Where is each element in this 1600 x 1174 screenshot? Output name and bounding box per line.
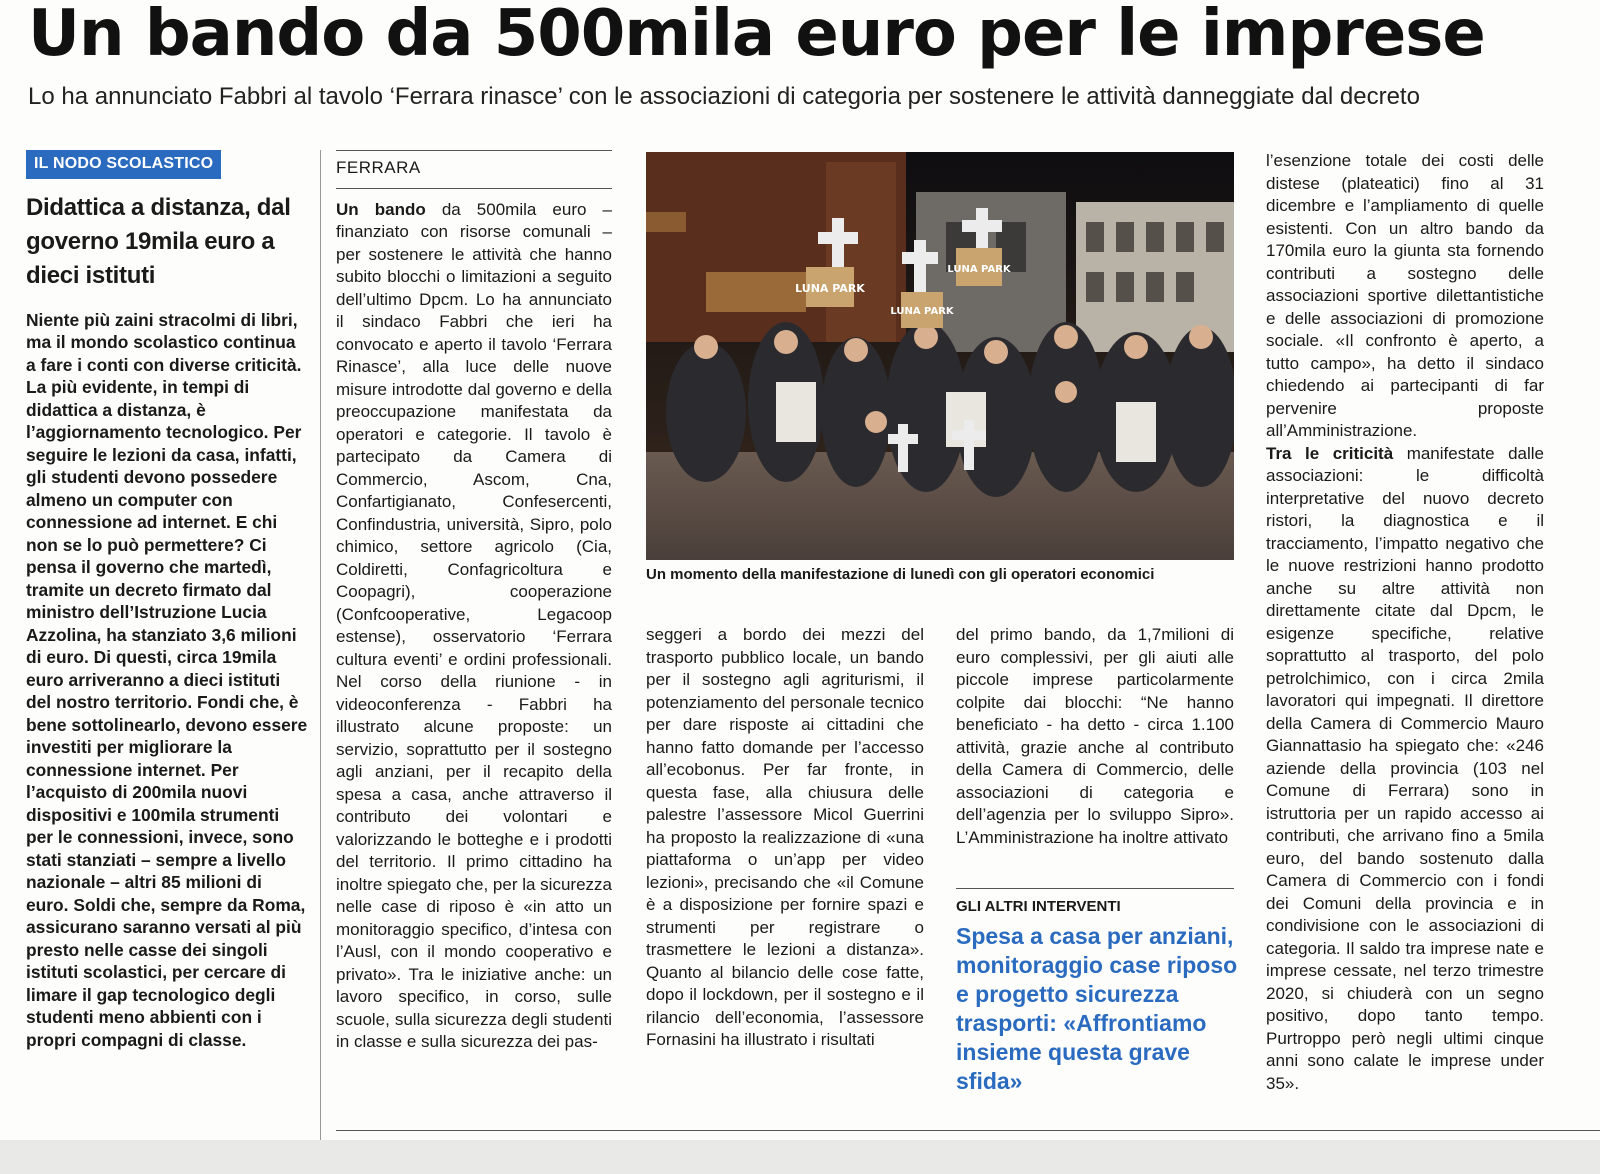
article-text-1: [336, 199, 612, 1054]
article-column-1: [336, 150, 612, 1054]
article-col5b-text: manifestate dalle associazioni: le difficoltà interpretative del nuovo decreto ristori, la diagnostica e il tracciamento, l’impatto negativo che le nuove restrizioni hanno prodotto anche su altre attività non direttamente citate dal Dpcm, le esigenze specifiche, relative soprattutto al trasporto, del polo petrolchimico, con i circa 2mila lavoratori qui impegnati. Il direttore della Camera di Commercio Mauro Giannattasio ha spiegato che: «246 aziende della provincia (103 nel Comune di Ferrara) sono in istruttoria per un rapido accesso ai contributi, che arrivano fino a 5mila euro, del bando sostenuto dalla Camera di Commercio con i fondi dei Comuni della provincia e in condivisione con le associazioni di categoria. Il saldo tra imprese nate e imprese cessate, nel terzo trimestre 2020, si chiuderà con un segno positivo, dopo tanto tempo. Purtroppo però negli ultimi cinque anni sono calate le imprese under 35».: [1266, 443, 1544, 1093]
page-edge: [0, 1140, 1600, 1174]
sidebar-kicker: IL NODO SCOLASTICO: [26, 150, 221, 179]
article-col5a-text: l’esenzione totale dei costi delle distese (plateatici) fino al 31 dicembre e l’ampliamento di quelle esistenti. Con un altro bando da 170mila euro la giunta sta fornendo contributi a sostegno delle associazioni sportive dilettantistiche e delle associazioni di promozione sociale. «Il confronto è aperto, a tutto campo», ha detto il sindaco chiedendo ai partecipanti di far pervenire proposte all’Amministrazione.: [1266, 151, 1544, 440]
article-lead: Un bando: [336, 199, 426, 219]
dateline-underline: [336, 188, 612, 189]
article-col5-text: [1266, 150, 1544, 1095]
subtitle: Lo ha annunciato Fabbri al tavolo ‘Ferrara rinasce’ con le associazioni di categoria per sostenere le attività danneggiate dal decreto: [28, 83, 1420, 110]
headline: Un bando da 500mila euro per le imprese: [28, 0, 1485, 71]
bottom-rule: [336, 1130, 1600, 1131]
column-divider: [320, 150, 321, 1140]
event-photo: [646, 152, 1234, 560]
article-col3-text: seggeri a bordo dei mezzi del trasporto pubblico locale, un bando per il sostegno agli agriturismi, il potenziamento del personale tecnico per dare risposte ai cittadini che hanno fatto domande per l’accesso all’ecobonus. Per far fronte, in questa fase, alla chiusura delle palestre l’assessore Micol Guerrini ha proposto la realizzazione di «una piattaforma o un’app per video lezioni», precisando che «il Comune è a disposizione per fornire spazi e strumenti per registrare o trasmettere le lezioni a distanza». Quanto al bilancio delle cose fatte, dopo il lockdown, per il sostegno e il rilancio dell’economia, l’assessore Fornasini ha illustrato i risultati: [646, 625, 924, 1049]
box-title: Spesa a casa per anziani, monitoraggio case riposo e progetto sicurezza trasporti: «Affrontiamo insieme questa grave sfida»: [956, 923, 1238, 1094]
box-kicker: GLI ALTRI INTERVENTI: [956, 898, 1121, 915]
article-column-2: [646, 624, 924, 1052]
sign-3: LUNA PARK: [947, 264, 1011, 275]
article-lead-2: Tra le criticità: [1266, 443, 1394, 463]
photo-caption: Un momento della manifestazione di lunedì con gli operatori economici: [646, 566, 1155, 583]
dateline: FERRARA: [336, 158, 421, 177]
dateline-rule: [336, 150, 612, 151]
article-col2-text: da 500mila euro – finanziato con risorse comunali – per sostenere le attività che hanno subito blocchi o limitazioni a seguito dell’ultimo Dpcm. Lo ha annunciato il sindaco Fabbri che ieri ha convocato e aperto il tavolo ‘Ferrara Rinasce’, alla luce delle nuove misure introdotte dal governo e della preoccupazione manifestata da operatori e categorie. Il tavolo è partecipato da Camera di Commercio, Ascom, Cna, Confartigianato, Confesercenti, Confindustria, università, Sipro, polo chimico, settore agricolo (Cia, Coldiretti, Confagricoltura e Coopagri), cooperazione (Confcooperative, Legacoop estense), osservatorio ‘Ferrara cultura eventi’ e ordini professionali. Nel corso della riunione - in videoconferenza - Fabbri ha illustrato alcune proposte: un servizio, soprattutto per il sostegno agli anziani, per il recapito della spesa a casa, anche attraverso il contributo dei volontari e valorizzando le botteghe e i prodotti del territorio. Il primo cittadino ha inoltre spiegato che, per la sicurezza nelle case di riposo è «in atto un monitoraggio specifico, d’intesa con l’Ausl, con il mondo cooperativo e privato». Tra le iniziative anche: un lavoro specifico, in corso, sulle scuole, sulla sicurezza degli studenti in classe e sulla sicurezza dei pas-: [336, 199, 612, 1051]
sidebar-body: [26, 309, 308, 1052]
sidebar-lead: Niente: [26, 309, 80, 330]
sidebar-title: Didattica a distanza, dal governo 19mila euro a dieci istituti: [26, 193, 291, 289]
sidebar-text: più zaini stracolmi di libri, ma il mondo scolastico continua a fare i conti con diverse criticità. La più evidente, in tempi di didattica a distanza, è l’aggiornamento tecnologico. Per seguire le lezioni da casa, infatti, gli studenti devono possedere almeno un computer con connessione ad internet. E chi non se lo può permettere? Ci pensa il governo che martedì, tramite un decreto firmato dal ministro dell’Istruzione Lucia Azzolina, ha stanziato 3,6 milioni di euro. Di questi, circa 19mila euro arriveranno a dieci istituti del nostro territorio. Fondi che, è bene sottolinearlo, devono essere investiti per migliorare la connessione internet. Per l’acquisto di 200mila nuovi dispositivi e 100mila strumenti per le connessioni, invece, sono stati stanziati – sempre a livello nazionale – altri 85 milioni di euro. Soldi che, sempre da Roma, assicurano saranno versati al più presto nelle casse dei singoli istituti scolastici, per cercare di limare il gap tecnologico degli studenti meno abbienti con i propri compagni di classe.: [26, 309, 308, 1050]
box-rule: [956, 888, 1234, 889]
article-col4-text: del primo bando, da 1,7milioni di euro complessivi, per gli aiuti alle piccole imprese particolarmente colpite dai blocchi: “Ne hanno beneficiato - ha detto - circa 1.100 attività, grazie anche al contributo della Camera di Commercio, delle associazioni di categoria e dell’agenzia per lo sviluppo Sipro». L’Amministrazione ha inoltre attivato: [956, 625, 1234, 847]
sidebar-column: [26, 150, 308, 1051]
sign-2: LUNA PARK: [890, 306, 954, 317]
sign-1: LUNA PARK: [795, 282, 865, 295]
article-column-4: [1266, 150, 1544, 1095]
article-column-3: [956, 624, 1234, 849]
photo-illustration: [646, 152, 1234, 560]
